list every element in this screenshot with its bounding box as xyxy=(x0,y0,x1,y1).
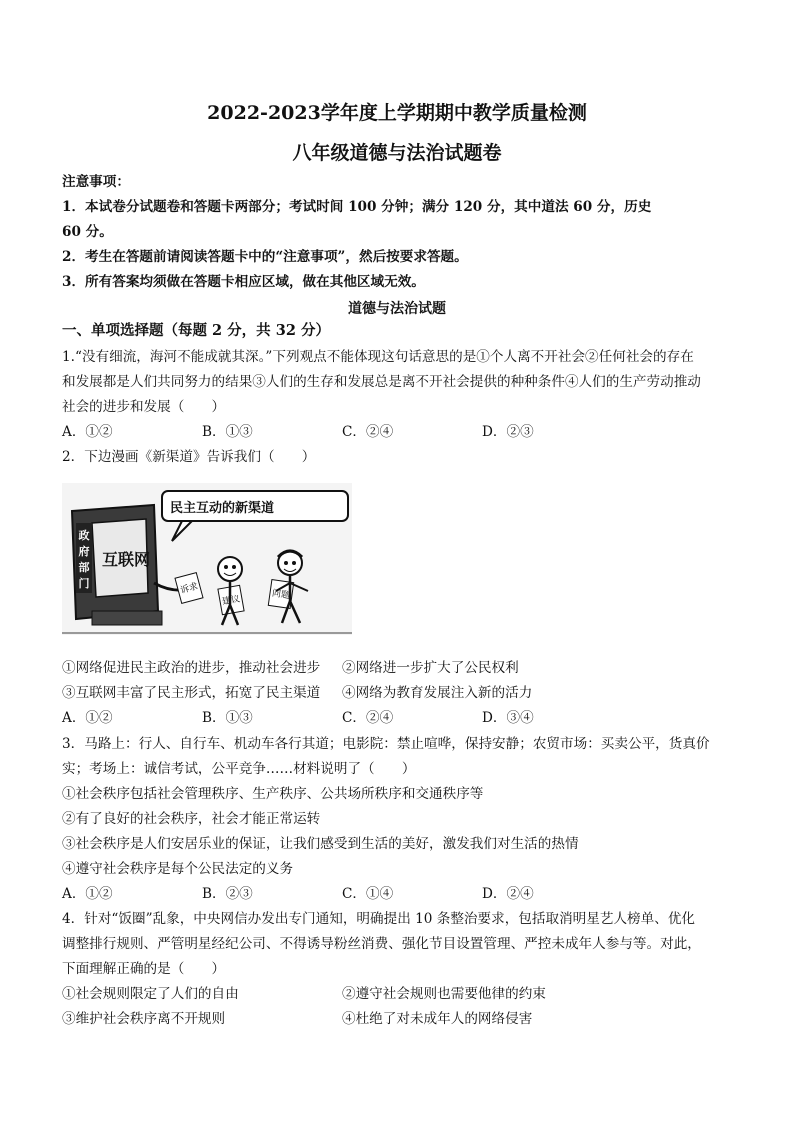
q4-statement-1: ①社会规则限定了人们的自由 xyxy=(62,986,239,1002)
q2-option-b: B．①③ xyxy=(202,710,253,726)
q1-option-a: A．①② xyxy=(62,424,113,440)
cartoon-screen-text: 互联网 xyxy=(102,550,151,569)
q2-statement-1: ①网络促进民主政治的进步，推动社会进步 xyxy=(62,660,321,676)
svg-text:门: 门 xyxy=(78,577,90,590)
q1-line2: 和发展都是人们共同努力的结果③人们的生存和发展总是离不开社会提供的种种条件④人们的生产劳动推动 xyxy=(62,374,701,390)
q3-option-b: B．②③ xyxy=(202,886,253,902)
q1-line3: 社会的进步和发展（ ） xyxy=(62,399,226,415)
exam-title: 2022-2023学年度上学期期中教学质量检测 xyxy=(207,102,587,124)
q2-option-c: C．②④ xyxy=(342,710,394,726)
q1-line1: 1.“没有细流，海河不能成就其深。”下列观点不能体现这句话意思的是①个人离不开社会②任何社会的存在 xyxy=(62,349,694,365)
q3-option-a: A．①② xyxy=(62,886,113,902)
q4-statement-4: ④杜绝了对未成年人的网络侵害 xyxy=(342,1011,533,1027)
q3-line1: 3．马路上：行人、自行车、机动车各行其道；电影院：禁止喧哗，保持安静；农贸市场：买卖公平，货真价 xyxy=(62,736,710,752)
q4-line2: 调整排行规则、严管明星经纪公司、不得诱导粉丝消费、强化节目设置管理、严控未成年人参与等。对此， xyxy=(62,936,701,952)
q3-statement-4: ④遵守社会秩序是每个公民法定的义务 xyxy=(62,861,294,877)
q3-statement-3: ③社会秩序是人们安居乐业的保证，让我们感受到生活的美好，激发我们对生活的热情 xyxy=(62,836,579,852)
svg-text:政: 政 xyxy=(78,529,90,542)
q2-statement-2: ②网络进一步扩大了公民权利 xyxy=(342,660,519,676)
cartoon-paper-1: 诉求 xyxy=(179,581,200,597)
cartoon-paper-2: 建议 xyxy=(221,594,241,608)
q2-statement-4: ④网络为教育发展注入新的活力 xyxy=(342,685,533,701)
q1-option-d: D．②③ xyxy=(482,424,534,440)
section-subtitle: 道德与法治试题 xyxy=(348,301,446,317)
q4-line1: 4．针对“饭圈”乱象，中央网信办发出专门通知，明确提出 10 条整治要求，包括取消明星艺人榜单、优化 xyxy=(62,911,696,927)
q3-option-c: C．①④ xyxy=(342,886,394,902)
note-1a: 1．本试卷分试题卷和答题卡两部分；考试时间 100 分钟；满分 120 分，其中道法 60 分，历史 xyxy=(62,199,652,215)
note-2: 2．考生在答题前请阅读答题卡中的“注意事项”，然后按要求答题。 xyxy=(62,249,468,265)
q3-option-d: D．②④ xyxy=(482,886,534,902)
q3-statement-2: ②有了良好的社会秩序，社会才能正常运转 xyxy=(62,811,321,827)
q4-line3: 下面理解正确的是（ ） xyxy=(62,961,226,977)
q1-option-b: B．①③ xyxy=(202,424,253,440)
cartoon-image xyxy=(62,483,352,635)
q3-line2: 实；考场上：诚信考试，公平竞争……材料说明了（ ） xyxy=(62,761,416,777)
q2-line1: 2．下边漫画《新渠道》告诉我们（ ） xyxy=(62,449,316,465)
q1-option-c: C．②④ xyxy=(342,424,394,440)
exam-subtitle: 八年级道德与法治试题卷 xyxy=(292,142,502,164)
q4-statement-2: ②遵守社会规则也需要他律的约束 xyxy=(342,986,546,1002)
q2-option-d: D．③④ xyxy=(482,710,534,726)
q2-option-a: A．①② xyxy=(62,710,113,726)
note-3: 3．所有答案均须做在答题卡相应区域，做在其他区域无效。 xyxy=(62,274,425,290)
note-1b: 60 分。 xyxy=(62,224,113,240)
svg-text:府: 府 xyxy=(78,545,90,558)
q3-statement-1: ①社会秩序包括社会管理秩序、生产秩序、公共场所秩序和交通秩序等 xyxy=(62,786,484,802)
notes-heading: 注意事项： xyxy=(62,174,130,190)
q2-statement-3: ③互联网丰富了民主形式，拓宽了民主渠道 xyxy=(62,685,321,701)
svg-text:部: 部 xyxy=(78,561,90,574)
q4-statement-3: ③维护社会秩序离不开规则 xyxy=(62,1011,226,1027)
cartoon-bubble-text: 民主互动的新渠道 xyxy=(170,501,275,516)
cartoon-paper-3: 问题 xyxy=(271,588,291,602)
part1-heading: 一、单项选择题（每题 2 分，共 32 分） xyxy=(62,322,330,339)
